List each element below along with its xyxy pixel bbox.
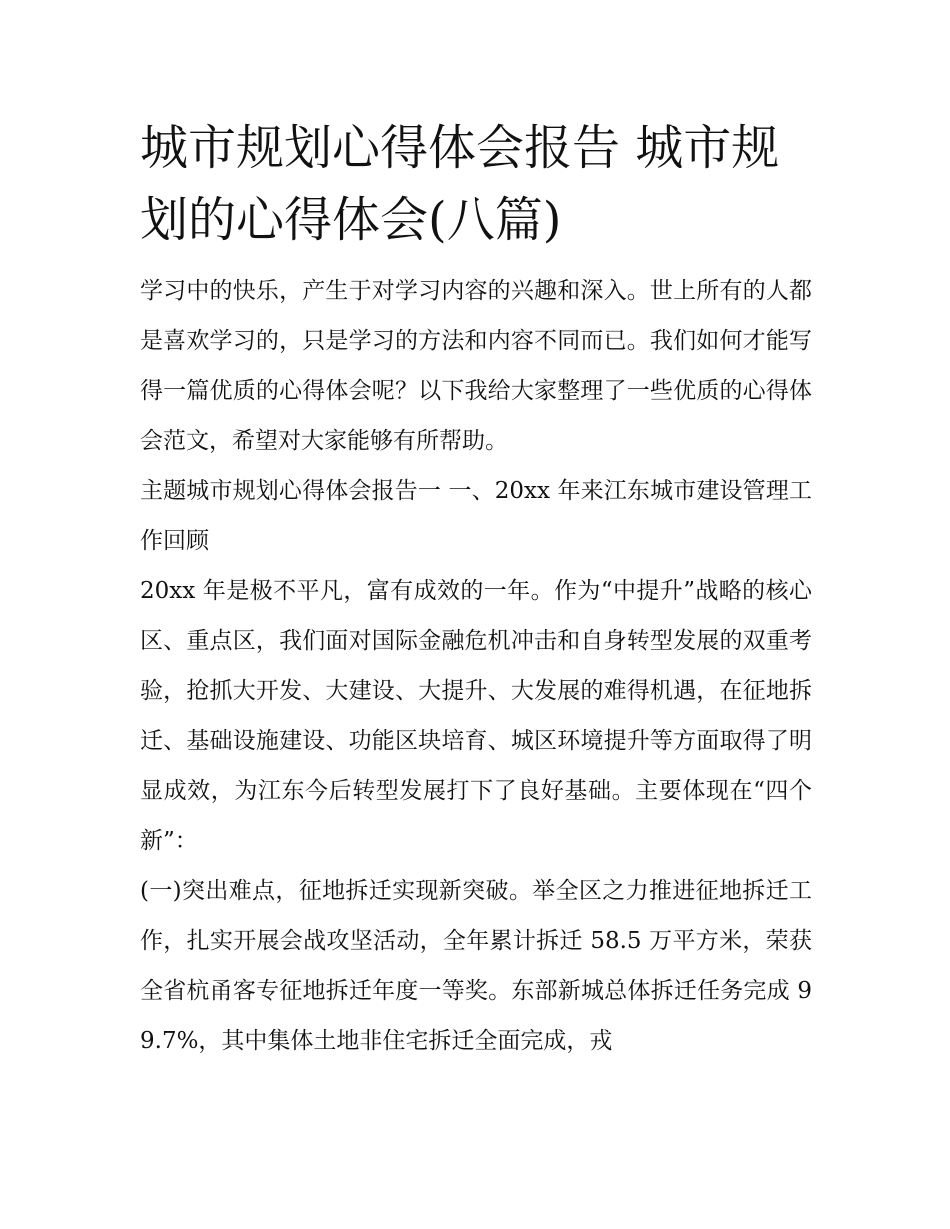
document-body [140,266,812,1066]
document-page [140,112,812,1066]
document-title: 城市规划心得体会报告 城市规划的心得体会(八篇) [140,120,780,248]
paragraph-section-heading: 主题城市规划心得体会报告一 一、20xx 年来江东城市建设管理工作回顾 [140,478,812,554]
paragraph-review: 20xx 年是极不平凡，富有成效的一年。作为“中提升”战略的核心区、重点区，我们面对国际金融危机冲击和自身转型发展的双重考验，抢抓大开发、大建设、大提升、大发展的难得机遇，在征地拆迁、基础设施建设、功能区块培育、城区环境提升等方面取得了明显成效，为江东今后转型发展打下了良好基础。主要体现在“四个新”： [140,578,812,854]
paragraph-intro: 学习中的快乐，产生于对学习内容的兴趣和深入。世上所有的人都是喜欢学习的，只是学习的方法和内容不同而已。我们如何才能写得一篇优质的心得体会呢？以下我给大家整理了一些优质的心得体会范文，希望对大家能够有所帮助。 [140,278,812,454]
paragraph-point-one: (一)突出难点，征地拆迁实现新突破。举全区之力推进征地拆迁工作，扎实开展会战攻坚活动，全年累计拆迁 58.5 万平方米，荣获全省杭甬客专征地拆迁年度一等奖。东部新城总体拆迁任务完成 99.7%，其中集体土地非住宅拆迁全面完成，戎 [140,878,812,1054]
